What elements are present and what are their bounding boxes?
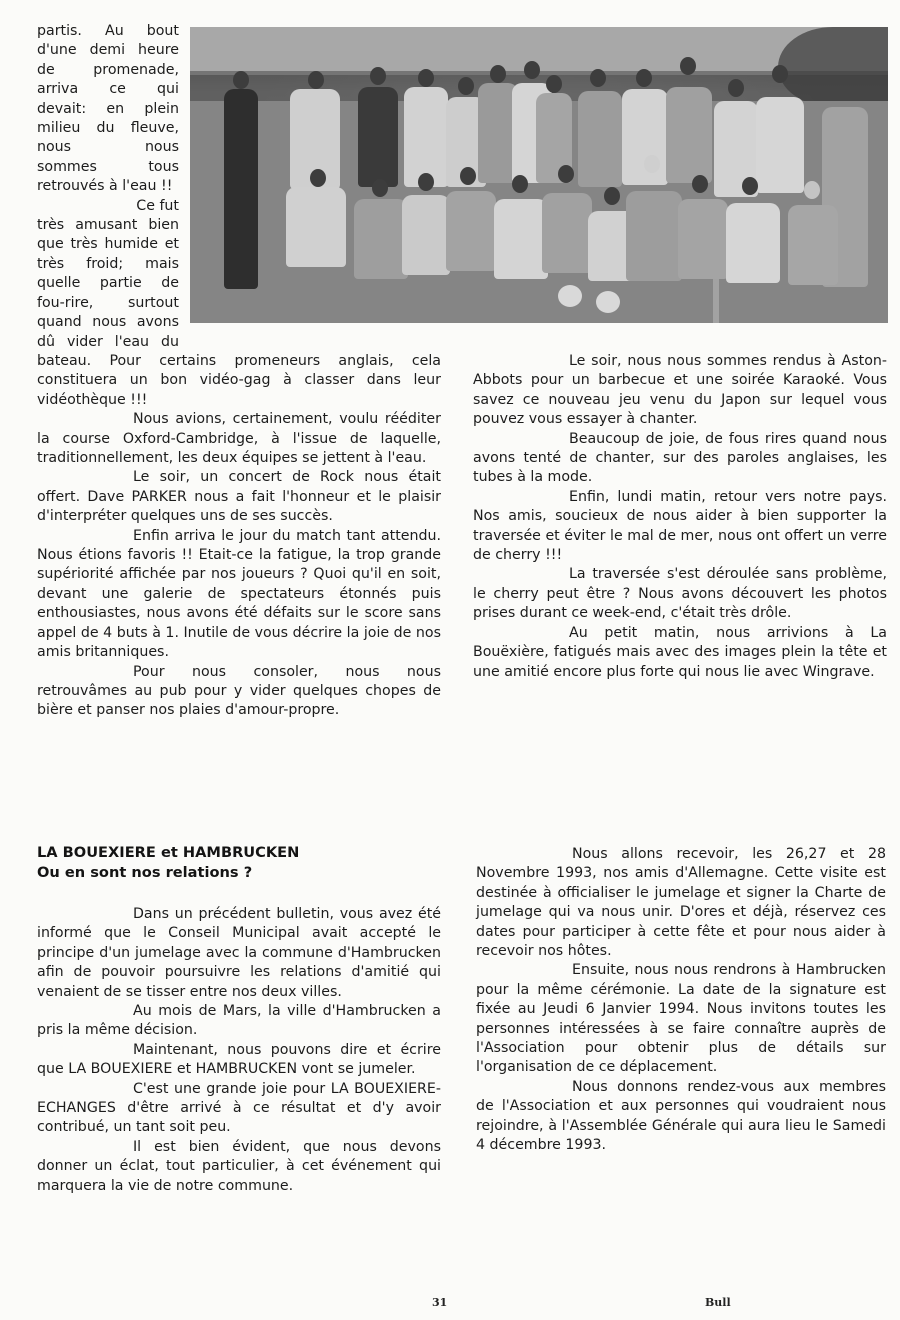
player-head [692, 175, 708, 193]
player-head [728, 79, 744, 97]
player-head [804, 181, 820, 199]
paragraph: Enfin, lundi matin, retour vers notre pays. Nos amis, soucieux de nous aider à bien supporter la traversée et éviter le mal de mer, nous ont offert un verre de cherry !!! [473, 488, 887, 564]
narrow-line: milieu du fleuve, [37, 120, 179, 137]
narrow-line: quelle partie de [37, 275, 179, 292]
player-head [418, 69, 434, 87]
narrow-line: devait: en plein [37, 100, 179, 117]
player-figure [626, 191, 682, 281]
paragraph: Beaucoup de joie, de fous rires quand nous avons tenté de chanter, sur des paroles anglaises, les tubes à la mode. [473, 430, 887, 486]
narrow-line: de promenade, [37, 61, 179, 78]
paragraph: Dans un précédent bulletin, vous avez été informé que le Conseil Municipal avait accepté le principe d'un jumelage avec la commune d'Hambrucken afin de pouvoir poursuivre les relations d'amitié qui venaient de se tisser entre nos deux villes. [37, 906, 441, 1000]
player-head [524, 61, 540, 79]
player-head [644, 155, 660, 173]
team-photo [190, 27, 888, 323]
player-figure [678, 199, 728, 279]
player-head [460, 167, 476, 185]
player-figure [666, 87, 712, 183]
article2-left-column [37, 905, 441, 1196]
narrow-line: très froid; mais [37, 255, 179, 272]
paragraph: Enfin arriva le jour du match tant attendu. Nous étions favoris !! Etait-ce la fatigue, la trop grande supériorité affichée par nos joueurs ? Quoi qu'il en soit, devant une galerie de spectateurs étonnés puis enthousiastes, nous avons été défaits sur le score sans appel de 4 buts à 1. Inutile de vous décrire la joie de nos amis britanniques. [37, 527, 441, 661]
player-head [233, 71, 249, 89]
paragraph: Pour nous consoler, nous nous retrouvâmes au pub pour y vider quelques chopes de bière et panser nos plaies d'amour-propre. [37, 663, 441, 719]
paragraph: Ensuite, nous nous rendrons à Hambrucken pour la même cérémonie. La date de la signature est fixée au Jeudi 6 Janvier 1994. Nous invitons toutes les personnes intéressées à se faire connaître auprès de l'Association pour obtenir plus de détails sur l'organisation de ce déplacement. [476, 962, 886, 1076]
footer-brand: Bull [705, 1296, 731, 1309]
player-figure [726, 203, 780, 283]
player-figure [354, 199, 408, 279]
player-head [370, 67, 386, 85]
player-head [772, 65, 788, 83]
narrow-line: dû vider l'eau du [37, 333, 179, 350]
paragraph: Nous allons recevoir, les 26,27 et 28 Novembre 1993, nos amis d'Allemagne. Cette visite est destinée à officialiser le jumelage et signer la Charte de jumelage qui va nous unir. D'ores et déjà, réservez ces dates pour participer à cette fête et pour nous aider à recevoir nos hôtes. [476, 846, 886, 960]
player-head [512, 175, 528, 193]
player-head [590, 69, 606, 87]
player-figure [224, 89, 258, 289]
player-figure [404, 87, 448, 187]
paragraph: Il est bien évident, que nous devons donner un éclat, tout particulier, à cet événement qui marquera la vie de notre commune. [37, 1138, 441, 1194]
player-figure [402, 195, 450, 275]
narrow-line: que très humide et [37, 236, 179, 253]
narrow-text-column [37, 22, 179, 352]
paragraph: La traversée s'est déroulée sans problème, le cherry peut être ? Nous avons découvert les photos prises durant ce week-end, c'était très drôle. [473, 566, 887, 622]
paragraph: Au mois de Mars, la ville d'Hambrucken a pris la même décision. [37, 1003, 441, 1039]
player-head [742, 177, 758, 195]
paragraph: bateau. Pour certains promeneurs anglais, cela constituera un bon vidéo-gag à classer dans leur vidéothèque !!! [37, 353, 441, 408]
player-figure [756, 97, 804, 193]
player-figure [286, 187, 346, 267]
football [596, 291, 620, 313]
paragraph: Le soir, un concert de Rock nous était offert. Dave PARKER nous a fait l'honneur et le plaisir d'interpréter quelques uns de ses succès. [37, 469, 441, 525]
player-head [680, 57, 696, 75]
player-head [490, 65, 506, 83]
player-head [546, 75, 562, 93]
paragraph: Maintenant, nous pouvons dire et écrire que LA BOUEXIERE et HAMBRUCKEN vont se jumeler. [37, 1041, 441, 1078]
player-figure [622, 89, 668, 185]
narrow-line: fou-rire, surtout [37, 294, 179, 311]
article2-right-column [476, 845, 886, 1156]
paragraph: Au petit matin, nous arrivions à La Bouëxière, fatigués mais avec des images plein la tête et une amitié encore plus forte qui nous lie avec Wingrave. [473, 624, 887, 680]
player-figure [578, 91, 622, 187]
narrow-line: Ce fut [136, 197, 179, 214]
narrow-line: retrouvés à l'eau !! [37, 178, 173, 195]
player-figure [788, 205, 838, 285]
football [558, 285, 582, 307]
article1-left-column [37, 352, 441, 721]
article2-heading [37, 843, 299, 882]
page-number: 31 [432, 1296, 448, 1309]
player-figure [446, 191, 496, 271]
player-head [458, 77, 474, 95]
player-head [308, 71, 324, 89]
player-head [372, 179, 388, 197]
player-head [310, 169, 326, 187]
paragraph: C'est une grande joie pour LA BOUEXIERE-ECHANGES d'être arrivé à ce résultat et d'y avoir contribué, un tant soit peu. [37, 1080, 441, 1136]
player-figure [542, 193, 592, 273]
player-head [558, 165, 574, 183]
player-figure [494, 199, 548, 279]
narrow-line: nous nous [37, 139, 179, 156]
article-subtitle: Ou en sont nos relations ? [37, 863, 253, 881]
narrow-line: d'une demi heure [37, 42, 179, 59]
player-head [604, 187, 620, 205]
narrow-line: sommes tous [37, 158, 179, 175]
player-head [418, 173, 434, 191]
narrow-line: partis. Au bout [37, 23, 179, 39]
narrow-line: très amusant bien [37, 217, 179, 234]
player-head [636, 69, 652, 87]
narrow-line: arriva ce qui [37, 81, 179, 98]
paragraph: Nous donnons rendez-vous aux membres de l'Association et aux personnes qui voudraient nous rejoindre, à l'Assemblée Générale qui aura lieu le Samedi 4 décembre 1993. [476, 1078, 886, 1154]
article1-right-column [473, 352, 887, 682]
photo-tree [778, 27, 888, 107]
paragraph: Nous avions, certainement, voulu rééditer la course Oxford-Cambridge, à l'issue de laquelle, traditionnellement, les deux équipes se jettent à l'eau. [37, 411, 441, 467]
player-figure [358, 87, 398, 187]
narrow-line: quand nous avons [37, 314, 179, 331]
paragraph: Le soir, nous nous sommes rendus à Aston-Abbots pour un barbecue et une soirée Karaoké. Vous savez ce nouveau jeu venu du Japon sur lequel vous pouvez vous essayer à chanter. [473, 353, 887, 428]
article-title: LA BOUEXIERE et HAMBRUCKEN [37, 844, 300, 861]
